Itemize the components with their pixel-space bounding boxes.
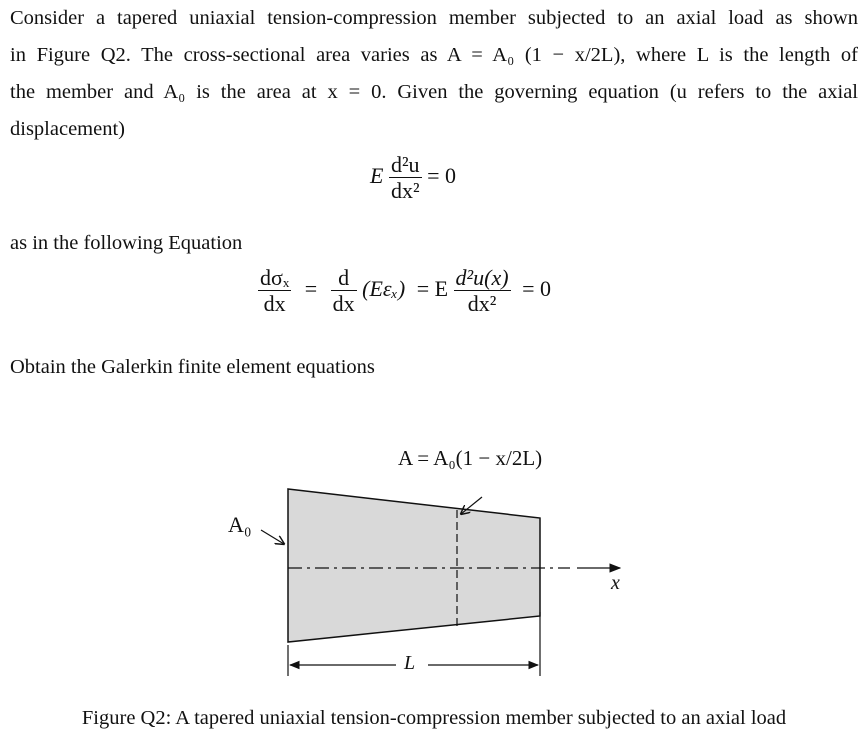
eq2-f3-denominator: dx² — [467, 291, 497, 317]
a0-label: A₀ — [228, 512, 252, 537]
eq2-f2-denominator: dx — [332, 291, 355, 317]
task-text: Obtain the Galerkin finite element equations — [10, 356, 375, 378]
problem-line-1: Consider a tapered uniaxial tension-compression member subjected to an axial load as shown — [10, 7, 858, 29]
eq2-f1-denominator: dx — [263, 291, 286, 317]
problem-line-4: displacement) — [10, 118, 125, 140]
mid-text: as in the following Equation — [10, 232, 243, 254]
area-formula — [398, 446, 542, 471]
tapered-member-body — [288, 489, 540, 642]
problem-line-2: in Figure Q2. The cross-sectional area varies as A = A₀ (1 − x/2L), where L is the length of — [10, 44, 858, 66]
figure-caption: Figure Q2: A tapered uniaxial tension-compression member subjected to an axial load — [81, 707, 787, 729]
eq1-denominator: dx² — [390, 178, 420, 204]
problem-line-3: the member and A₀ is the area at x = 0. Given the governing equation (u refers to the axial — [10, 81, 858, 103]
a0-pointer — [261, 530, 284, 544]
eq1-rhs: = 0 — [427, 162, 456, 188]
area-formula-text: A = A₀(1 − x/2L) — [398, 446, 543, 470]
eq2-f1-numerator: dσₓ — [260, 265, 290, 290]
eq2-f2-numerator: d — [331, 265, 357, 291]
eq2-rhs: = 0 — [522, 275, 551, 301]
l-label: L — [404, 652, 416, 674]
eq1-numerator: d²u — [390, 152, 420, 177]
eq2-equals-a: = — [304, 275, 318, 301]
eq1-lhs: E — [370, 162, 384, 188]
eq2-equals-b: = E — [416, 275, 449, 301]
eq2-paren: (Eεₓ) — [362, 275, 406, 301]
x-label: x — [611, 572, 620, 594]
eq2-f3-numerator: d²u(x) — [455, 265, 509, 290]
